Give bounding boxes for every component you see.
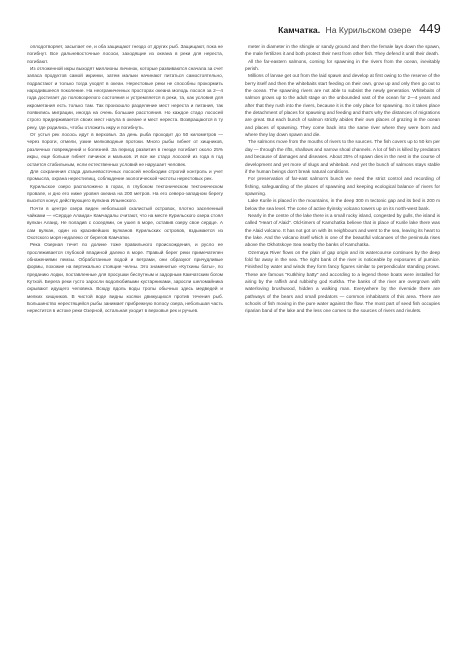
head-space [320, 25, 322, 35]
paragraph: Для сохранения стада дальневосточных лососей необходим строгий контроль и учет промысла, охрана нерестилищ, соблюдение экологической чистоты нерестовых рек. [27, 168, 223, 182]
paragraph: Курильское озеро расположено в горах, в глубоком тектоническом тектоническом провале, и дно его ниже уровня океана на 200 метров. На его северо-западном берегу высится конус действующего вулкана Ильинского. [27, 183, 223, 204]
paragraph: Из отложенной икры выходят миллионы личинок, которые развиваются сначала за счет запаса продуктов самой икринки, затем мальки начинают питаться самостоятельно, подрастают и только тогда уходят в океан. Нерестовые реки не способны прокормить народившееся поколение. На неограниченных просторах океана молодь лосося за 2—4 года достигает до половозрелого состояния и устремляется в реки, та, как условия для икрометания есть только там. Так произошло разделение мест нереста и питания, так появились миграции, иногда на очень большие расстояния. Но каждое стадо лососей строго придерживается своих мест нагула в океане и мест нереста. Возвращаются в ту реку, где родились, чтобы отложить икру и погибнуть. [27, 66, 223, 130]
paragraph: For preservation of far-east salmon's bunch we need the strict control and recording of fishing, safeguarding of the places of spawning and keeping ecological balance of rivers for spawning. [245, 176, 440, 196]
paragraph: оплодотворяет, засыпает ее, и оба защищают гнездо от других рыб. Защищают, пока не погибнут. Все дальневосточные лососи, заходящие из океана в реки для нереста, погибают. [27, 44, 223, 64]
paragraph: All the far-eastern salmons, coming for spawning in the rivers from the ocean, inevitably perish. [245, 58, 440, 72]
paragraph: Река Озерная течет по долине тоже правильного происхождения, и русло ее прослеживается глубокой впадиной далеко в море. Правый берег реки примечателен обнажениями пемзы. Обработанные водой и ветрами, они образуют причудливые формы, похожие на вертикально стоящие челны. Это знаменитые «Кутхины баты», по преданию лодки, поставленные для просушки беспутным и задорным Камчатским богом Кутхой. Берега реки густо заросли водолюбивыми кустарниками, заросли шеломайника скрывают идущего человека. Всюду вдоль воды тропы обычных здесь медведей и мелких хищников. В чистой воде видны косяки движущихся против течения рыб. Большинство нерестящейся рыбы занимает прибрежную полосу озера, небольшая часть нерестится в истоке реки Озерной, остальная уходит в верховья рек и ручьев. [27, 242, 223, 314]
page-number: 449 [419, 22, 441, 36]
russian-text-column [27, 43, 223, 315]
paragraph: Почти в центре озера виден небольшой скалистый островок, плотно заселенный чайками — «Сердце Алаида» Камчадалы считают, что на месте Курильского озера стоял вулкан Алаид. Не поладив с соседями, он ушел в море, оставив озеру свое сердце. А сам вулкан, один из красивейших вулканов Курильских островов, вздымается из Охотского моря недалеко от берегов Камчатки. [27, 205, 223, 240]
paragraph: Nearly in the centre of the lake there is a small rocky island, congested by gulls, the island is called "Heart of Alaid". Old-timers of Kamchatka believe that in place of Kurile lake there was the Alaid volcano. It has not got on with its neighbours and went to the sea, leaving its heart to the lake. And the volcano itself which is one of the beautiful volcanoes of the peninsula rises above the Okhotskoye Sea nearby the banks of Kamchatka. [245, 212, 440, 248]
running-head [278, 22, 441, 36]
paragraph: Millions of larvae get out from the laid spawn and develop at first owing to the reserve of the berry itself and then the whitebaits start feeding on their own, grow up and only then go out to the ocean. The spawning rivers are not able to subsist the newly generation. Whitebaits of salmon grows up to the adult stage on the unbounded vast of the ocean for 2—4 years and after that they rush into the rivers, because it is the only place for spawning. So it takes place the detachment of places for spawning and feeding and that's why the distances of migrations are great. But each bunch of salmon strictly abides their own places of grazing in the ocean and places of spawning. They come back into the same river where they were born and where they lay down spawn and die. [245, 73, 440, 138]
paragraph: Ozernaya River flows on the plain of gap origin and its watercourse continues by the deep fold far away in the sea. The right bank of the river is noticeable by exposures of pumice. Finished by water and winds they form fancy figures similar to perpendicular standing prows. These are famous "Kutkhiny batty" and according to a legend these boats were installed for airing by the raffish and rubbishy god Kutkha. The banks of the river are overgrown with waterloving brushwood, hidden a walking man. Everywhere by the riverside there are pathways of the bears and small predators — common inhabitants of this area. There are schools of fish moving in the pure water against the flow. The most part of seed fish occupies riparian band of the lake and the less one comes to the sources of rivers and rivulets. [245, 249, 440, 314]
paragraph: The salmons move from the mouths of rivers to the sources. The fish covers up to 50 km per day — through the rifts, shallows and narrow shoal channels. A lot of fish is killed by predators and because of damages and diseases. About 25% of spawn dies in the nest in the course of development and yet more of slugs and whitebait. And yet the bunch of salmons stays stable if the human beings don't break natural conditions. [245, 139, 440, 174]
paragraph: От устья рек лосось идут в верховья. За день рыба проходит до 50 километров — через пороги, отмели, узкие мелководные протоки. Много рыбы гибнет от хищников, различных повреждений и болезней. За период развития в гнезде погибает около 25% икры, еще больше гибнет личинок и мальков. И все же стадо лососей из года в год остается стабильным, если естественных условий не нарушает человек. [27, 132, 223, 167]
section-title: Камчатка. [278, 25, 321, 35]
section-subtitle: На Курильском озере [325, 25, 412, 35]
paragraph: Lake Kurile is placed in the mountains, in the deep 300 m tectonic gap and its bed is 200 m below the sea level. The cone of active Ilyinsky volcano towers up on its north-west bank. [245, 198, 440, 211]
english-text-column [245, 43, 440, 315]
paragraph: meter in diameter in the shingle or sandy ground and then the female lays down the spawn, the male fertilizes it and both protect their nest from other fish. They defend it until their death. [245, 44, 440, 57]
